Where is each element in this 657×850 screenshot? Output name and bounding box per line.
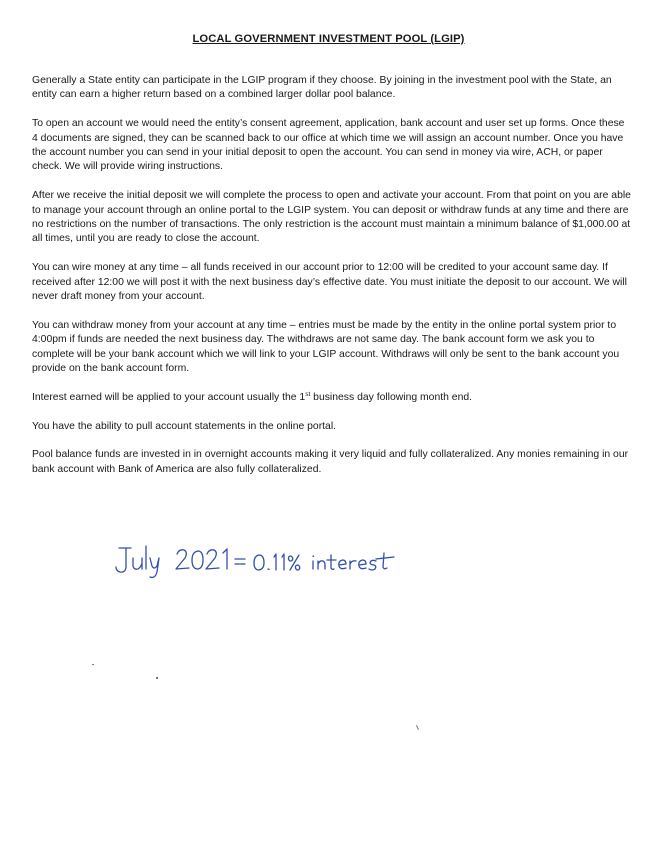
paragraph-statements: You have the ability to pull account statements in the online portal. xyxy=(32,420,337,432)
ordinal-superscript: st xyxy=(305,390,311,398)
handwritten-note-drawing xyxy=(113,542,433,582)
paragraph-activation: After we receive the initial deposit we will complete the process to open and activate your account. From that point on you are able to manage your account through an online portal to the LGIP system. You can deposit or withdraw funds at any time and there are no restrictions on the number of transactions. The only restriction is the account must maintain a minimum balance of $1,000.00 at all times, until you are ready to close the account. xyxy=(32,190,631,245)
paragraph-interest xyxy=(32,391,632,405)
paragraph-opening-account: To open an account we would need the entity’s consent agreement, application, bank account and user set up forms. Once these 4 documents are signed, they can be scanned back to our office at which time we will assign an account number. Once you have the account number you can send in your initial deposit to open the account. You can send in money via wire, ACH, or paper check. We will provide wiring instructions. xyxy=(32,118,625,173)
paragraph-collateral: Pool balance funds are invested in in overnight accounts making it very liquid and fully collateralized. Any monies remaining in our bank account with Bank of America are also fully collateralized. xyxy=(32,449,629,475)
document-body xyxy=(32,74,632,477)
paragraph-wire-deposits: You can wire money at any time – all funds received in our account prior to 12:00 will be credited to your account same day. If received after 12:00 we will post it with the next business day’s effective date. You must initiate the deposit to our account. We will never draft money from your account. xyxy=(32,262,627,303)
scan-speck xyxy=(416,725,419,730)
interest-text-start: Interest earned will be applied to your account usually the 1 xyxy=(32,391,306,403)
scan-speck xyxy=(92,664,94,665)
document-title: LOCAL GOVERNMENT INVESTMENT POOL (LGIP) xyxy=(192,33,465,45)
paragraph-eligibility: Generally a State entity can participate in the LGIP program if they choose. By joining in the investment pool with the State, an entity can earn a higher return based on a combined larger dollar pool balance. xyxy=(32,75,612,101)
paragraph-withdrawals: You can withdraw money from your account at any time – entries must be made by the entity in the online portal system prior to 4:00pm if funds are needed the next business day. The withdraws are not same day. The bank account form we ask you to complete will be your bank account which we will link to your LGIP account. Withdraws will only be sent to the bank account you provide on the bank account form. xyxy=(32,319,620,375)
scan-speck xyxy=(156,677,158,679)
interest-text-end: business day following month end. xyxy=(310,391,473,403)
